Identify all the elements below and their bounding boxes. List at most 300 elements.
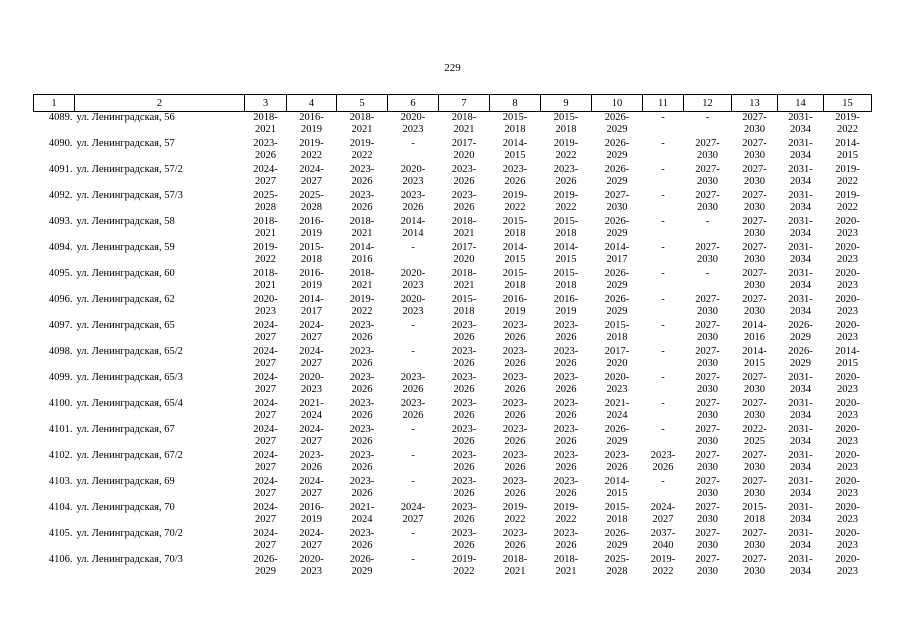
period-cell: 2016- 2019 xyxy=(553,294,579,317)
period-cell: 2019- 2022 xyxy=(835,190,860,213)
address-cell: ул. Ленинградская, 65/2 xyxy=(76,346,183,357)
period-cell: 2023- 2026 xyxy=(349,450,375,473)
period-cell: 2020- 2023 xyxy=(604,372,630,395)
period-cell: 2027- 2030 xyxy=(695,528,720,551)
address-cell: ул. Ленинградская, 67/2 xyxy=(76,450,183,461)
period-cell: 2020- 2023 xyxy=(299,554,324,577)
period-cell: 2015- 2018 xyxy=(604,502,630,525)
period-cell: 2027- 2030 xyxy=(695,476,720,499)
period-cell: 2024- 2027 xyxy=(299,164,324,187)
period-cell: 2014- 2015 xyxy=(502,138,528,161)
period-cell: 2027- 2030 xyxy=(742,554,767,577)
period-cell: 2024- 2027 xyxy=(253,502,278,525)
period-cell: 2027- 2030 xyxy=(742,242,767,265)
row-number: 4093. xyxy=(48,216,73,227)
period-cell: 2015- 2018 xyxy=(502,268,528,291)
period-cell: - xyxy=(411,476,415,487)
period-cell: - xyxy=(411,424,415,435)
period-cell: 2023- 2026 xyxy=(502,346,528,369)
period-cell: - xyxy=(661,242,665,253)
header-row xyxy=(34,95,872,112)
table-row xyxy=(34,268,872,294)
period-cell: 2031- 2034 xyxy=(788,476,813,499)
table-row xyxy=(34,398,872,424)
period-cell: 2031- 2034 xyxy=(788,216,813,239)
address-cell: ул. Ленинградская, 57 xyxy=(76,138,175,149)
period-cell: 2023- 2026 xyxy=(349,346,375,369)
period-cell: 2020- 2023 xyxy=(400,294,426,317)
period-cell: 2023- 2026 xyxy=(650,450,676,473)
period-cell: 2019- 2022 xyxy=(349,294,375,317)
period-cell: 2020- 2023 xyxy=(299,372,324,395)
period-cell: 2020- 2023 xyxy=(835,502,860,525)
table-header xyxy=(34,95,872,112)
row-number: 4091. xyxy=(48,164,73,175)
period-cell: 2023- 2026 xyxy=(451,320,477,343)
period-cell: 2026- 2029 xyxy=(604,268,630,291)
period-cell: 2023- 2026 xyxy=(349,528,375,551)
period-cell: 2023- 2026 xyxy=(349,372,375,395)
period-cell: 2015- 2018 xyxy=(742,502,767,525)
period-cell: 2020- 2023 xyxy=(835,476,860,499)
period-cell: 2023- 2026 xyxy=(349,164,375,187)
period-cell: 2027- 2030 xyxy=(742,268,767,291)
period-cell: 2024- 2027 xyxy=(253,372,278,395)
table-row xyxy=(34,320,872,346)
period-cell: 2027- 2030 xyxy=(604,190,630,213)
period-cell: 2018- 2021 xyxy=(253,216,278,239)
period-cell: 2031- 2034 xyxy=(788,268,813,291)
row-number: 4096. xyxy=(48,294,73,305)
period-cell: 2031- 2034 xyxy=(788,528,813,551)
period-cell: 2023- 2026 xyxy=(451,346,477,369)
period-cell: 2023- 2026 xyxy=(451,502,477,525)
period-cell: 2024- 2027 xyxy=(253,476,278,499)
period-cell: 2027- 2030 xyxy=(695,424,720,447)
table-row xyxy=(34,372,872,398)
period-cell: 2023- 2026 xyxy=(349,320,375,343)
period-cell: - xyxy=(411,528,415,539)
period-cell: 2019- 2022 xyxy=(502,190,528,213)
period-cell: 2020- 2023 xyxy=(835,424,860,447)
period-cell: 2019- 2022 xyxy=(502,502,528,525)
period-cell: 2018- 2021 xyxy=(451,268,477,291)
period-cell: 2020- 2023 xyxy=(835,294,860,317)
period-cell: 2031- 2034 xyxy=(788,554,813,577)
table-row xyxy=(34,424,872,450)
period-cell: 2023- 2026 xyxy=(553,320,579,343)
period-cell: 2027- 2030 xyxy=(695,320,720,343)
address-cell: ул. Ленинградская, 70 xyxy=(76,502,175,513)
period-cell: 2014- 2017 xyxy=(604,242,630,265)
period-cell: - xyxy=(661,138,665,149)
table-row xyxy=(34,190,872,216)
table-row xyxy=(34,112,872,139)
period-cell: 2027- 2030 xyxy=(695,450,720,473)
period-cell: 2023- 2026 xyxy=(400,398,426,421)
column-header-9: 9 xyxy=(541,95,592,112)
row-number: 4097. xyxy=(48,320,73,331)
address-cell: ул. Ленинградская, 65/3 xyxy=(76,372,183,383)
period-cell: 2023- 2026 xyxy=(604,450,630,473)
row-number: 4090. xyxy=(48,138,73,149)
period-cell: 2031- 2034 xyxy=(788,372,813,395)
period-cell: 2031- 2034 xyxy=(788,502,813,525)
period-cell: - xyxy=(411,242,415,253)
period-cell: 2021- 2024 xyxy=(349,502,375,525)
period-cell: - xyxy=(411,346,415,357)
row-number: 4100. xyxy=(48,398,73,409)
period-cell: 2026- 2029 xyxy=(604,138,630,161)
period-cell: 2016- 2019 xyxy=(299,216,324,239)
period-cell: 2021- 2024 xyxy=(299,398,324,421)
period-cell: 2015- 2018 xyxy=(502,112,528,135)
column-header-8: 8 xyxy=(490,95,541,112)
address-cell: ул. Ленинградская, 70/3 xyxy=(76,554,183,565)
period-cell: 2024- 2027 xyxy=(253,450,278,473)
period-cell: 2026- 2029 xyxy=(253,554,278,577)
period-cell: 2027- 2030 xyxy=(742,190,767,213)
period-cell: 2015- 2018 xyxy=(553,216,579,239)
period-cell: 2020- 2023 xyxy=(835,372,860,395)
period-cell: 2014- 2015 xyxy=(604,476,630,499)
period-cell: 2031- 2034 xyxy=(788,138,813,161)
row-number: 4094. xyxy=(48,242,73,253)
row-number: 4104. xyxy=(48,502,73,513)
period-cell: 2026- 2029 xyxy=(604,528,630,551)
table-body xyxy=(34,112,872,581)
period-cell: 2023- 2026 xyxy=(553,372,579,395)
row-number: 4106. xyxy=(48,554,73,565)
column-header-3: 3 xyxy=(245,95,287,112)
period-cell: 2019- 2022 xyxy=(835,164,860,187)
period-cell: 2014- 2015 xyxy=(835,346,860,369)
column-header-5: 5 xyxy=(337,95,388,112)
period-cell: 2014- 2017 xyxy=(299,294,324,317)
address-cell: ул. Ленинградская, 58 xyxy=(76,216,175,227)
row-number: 4098. xyxy=(48,346,73,357)
period-cell: 2019- 2022 xyxy=(253,242,278,265)
table-row xyxy=(34,554,872,580)
period-cell: 2023- 2026 xyxy=(502,372,528,395)
period-cell: 2023- 2026 xyxy=(349,398,375,421)
period-cell: 2021- 2024 xyxy=(604,398,630,421)
period-cell: 2023- 2026 xyxy=(451,450,477,473)
period-cell: 2027- 2030 xyxy=(742,372,767,395)
period-cell: 2031- 2034 xyxy=(788,164,813,187)
period-cell: 2024- 2027 xyxy=(299,528,324,551)
period-cell: 2014- 2014 xyxy=(400,216,426,239)
address-cell: ул. Ленинградская, 67 xyxy=(76,424,175,435)
period-cell: 2016- 2019 xyxy=(299,268,324,291)
column-header-4: 4 xyxy=(287,95,337,112)
period-cell: 2018- 2021 xyxy=(451,216,477,239)
period-cell: - xyxy=(705,112,710,123)
period-cell: 2027- 2030 xyxy=(695,190,720,213)
period-cell: 2023- 2026 xyxy=(400,190,426,213)
address-cell: ул. Ленинградская, 59 xyxy=(76,242,175,253)
period-cell: 2014- 2016 xyxy=(349,242,375,265)
address-cell: ул. Ленинградская, 57/3 xyxy=(76,190,183,201)
period-cell: 2023- 2026 xyxy=(299,450,324,473)
period-cell: 2020- 2023 xyxy=(835,528,860,551)
period-cell: 2020- 2023 xyxy=(400,164,426,187)
table-row xyxy=(34,450,872,476)
page-number: 229 xyxy=(444,62,461,74)
period-cell: 2027- 2030 xyxy=(695,554,720,577)
period-cell: 2024- 2027 xyxy=(253,424,278,447)
period-cell: 2024- 2027 xyxy=(650,502,676,525)
period-cell: 2026- 2029 xyxy=(604,112,630,135)
period-cell: 2031- 2034 xyxy=(788,242,813,265)
address-cell: ул. Ленинградская, 60 xyxy=(76,268,175,279)
period-cell: - xyxy=(411,138,415,149)
period-cell: 2023- 2026 xyxy=(553,450,579,473)
period-cell: 2025- 2028 xyxy=(253,190,278,213)
column-header-6: 6 xyxy=(388,95,439,112)
period-cell: 2020- 2023 xyxy=(835,398,860,421)
period-cell: 2024- 2027 xyxy=(299,346,324,369)
period-cell: 2023- 2026 xyxy=(502,476,528,499)
column-header-12: 12 xyxy=(684,95,732,112)
period-cell: 2027- 2030 xyxy=(695,398,720,421)
address-cell: ул. Ленинградская, 56 xyxy=(76,112,175,123)
period-cell: 2031- 2034 xyxy=(788,398,813,421)
period-cell: 2023- 2026 xyxy=(502,320,528,343)
period-cell: 2031- 2034 xyxy=(788,424,813,447)
period-cell: 2023- 2026 xyxy=(451,372,477,395)
row-number: 4099. xyxy=(48,372,73,383)
period-cell: 2023- 2026 xyxy=(553,164,579,187)
period-cell: 2024- 2027 xyxy=(400,502,426,525)
period-cell: 2031- 2034 xyxy=(788,294,813,317)
period-cell: 2020- 2023 xyxy=(835,268,860,291)
period-cell: 2024- 2027 xyxy=(253,528,278,551)
period-cell: 2026- 2029 xyxy=(604,294,630,317)
period-cell: 2016- 2019 xyxy=(299,502,324,525)
column-header-1: 1 xyxy=(34,95,75,112)
period-cell: 2017- 2020 xyxy=(451,242,477,265)
period-cell: 2024- 2027 xyxy=(253,398,278,421)
period-cell: 2015- 2018 xyxy=(299,242,324,265)
period-cell: 2016- 2019 xyxy=(299,112,324,135)
period-cell: 2014- 2015 xyxy=(553,242,579,265)
period-cell: 2025- 2028 xyxy=(604,554,630,577)
period-cell: 2015- 2018 xyxy=(604,320,630,343)
period-cell: 2024- 2027 xyxy=(299,320,324,343)
period-cell: 2023- 2026 xyxy=(451,424,477,447)
period-cell: 2015- 2018 xyxy=(553,112,579,135)
period-cell: 2026- 2029 xyxy=(604,216,630,239)
row-number: 4101. xyxy=(48,424,73,435)
period-cell: 2018- 2021 xyxy=(349,216,375,239)
address-cell: ул. Ленинградская, 65 xyxy=(76,320,175,331)
period-cell: - xyxy=(661,372,665,383)
period-cell: 2027- 2030 xyxy=(695,294,720,317)
column-header-7: 7 xyxy=(439,95,490,112)
period-cell: 2037- 2040 xyxy=(650,528,676,551)
period-cell: 2019- 2022 xyxy=(553,502,579,525)
period-cell: - xyxy=(661,268,665,279)
row-number: 4089. xyxy=(48,112,73,123)
period-cell: 2019- 2022 xyxy=(451,554,477,577)
period-cell: - xyxy=(661,346,665,357)
period-cell: 2023- 2026 xyxy=(451,476,477,499)
period-cell: 2024- 2027 xyxy=(253,320,278,343)
period-cell: 2031- 2034 xyxy=(788,112,813,135)
period-cell: 2014- 2015 xyxy=(502,242,528,265)
period-cell: - xyxy=(411,450,415,461)
period-cell: 2018- 2021 xyxy=(349,268,375,291)
period-cell: - xyxy=(661,320,665,331)
period-cell: 2027- 2030 xyxy=(695,372,720,395)
period-cell: 2020- 2023 xyxy=(253,294,278,317)
period-cell: 2027- 2030 xyxy=(742,164,767,187)
period-cell: - xyxy=(661,294,665,305)
period-cell: 2027- 2030 xyxy=(742,398,767,421)
period-cell: 2023- 2026 xyxy=(349,476,375,499)
row-number: 4105. xyxy=(48,528,73,539)
column-header-10: 10 xyxy=(592,95,643,112)
table-row xyxy=(34,476,872,502)
table-row xyxy=(34,346,872,372)
period-cell: 2023- 2026 xyxy=(502,528,528,551)
period-cell: 2020- 2023 xyxy=(835,242,860,265)
period-cell: 2023- 2026 xyxy=(502,424,528,447)
period-cell: 2020- 2023 xyxy=(835,320,860,343)
period-cell: 2027- 2030 xyxy=(742,138,767,161)
period-cell: 2018- 2021 xyxy=(253,268,278,291)
period-cell: - xyxy=(411,554,415,565)
period-cell: 2026- 2029 xyxy=(788,320,813,343)
period-cell: 2024- 2027 xyxy=(299,424,324,447)
period-cell: 2019- 2022 xyxy=(835,112,860,135)
period-cell: 2023- 2026 xyxy=(553,398,579,421)
period-cell: 2019- 2022 xyxy=(349,138,375,161)
period-cell: 2027- 2030 xyxy=(742,294,767,317)
period-cell: 2023- 2026 xyxy=(349,424,375,447)
period-cell: 2026- 2029 xyxy=(788,346,813,369)
period-cell: 2018- 2021 xyxy=(451,112,477,135)
period-cell: 2031- 2034 xyxy=(788,450,813,473)
table-row xyxy=(34,294,872,320)
period-cell: 2025- 2028 xyxy=(299,190,324,213)
period-cell: 2015- 2018 xyxy=(553,268,579,291)
schedule-table xyxy=(33,94,872,580)
period-cell: - xyxy=(705,268,710,279)
address-cell: ул. Ленинградская, 69 xyxy=(76,476,175,487)
row-number: 4092. xyxy=(48,190,73,201)
period-cell: 2023- 2026 xyxy=(553,424,579,447)
period-cell: 2027- 2030 xyxy=(742,450,767,473)
period-cell: - xyxy=(661,424,665,435)
period-cell: 2026- 2029 xyxy=(604,164,630,187)
table-row xyxy=(34,502,872,528)
period-cell: - xyxy=(661,398,665,409)
period-cell: 2019- 2022 xyxy=(553,190,579,213)
period-cell: 2027- 2030 xyxy=(742,112,767,135)
period-cell: 2018- 2021 xyxy=(253,112,278,135)
period-cell: 2019- 2022 xyxy=(553,138,579,161)
period-cell: 2023- 2026 xyxy=(553,346,579,369)
period-cell: 2023- 2026 xyxy=(400,372,426,395)
period-cell: 2031- 2034 xyxy=(788,190,813,213)
column-header-15: 15 xyxy=(824,95,872,112)
column-header-13: 13 xyxy=(732,95,778,112)
period-cell: 2023- 2026 xyxy=(502,398,528,421)
column-header-11: 11 xyxy=(643,95,684,112)
period-cell: 2024- 2027 xyxy=(253,164,278,187)
period-cell: 2014- 2016 xyxy=(742,320,767,343)
address-cell: ул. Ленинградская, 70/2 xyxy=(76,528,183,539)
period-cell: 2027- 2030 xyxy=(742,476,767,499)
row-number: 4102. xyxy=(48,450,73,461)
period-cell: 2014- 2015 xyxy=(742,346,767,369)
address-cell: ул. Ленинградская, 57/2 xyxy=(76,164,183,175)
period-cell: 2026- 2029 xyxy=(604,424,630,447)
table-row xyxy=(34,216,872,242)
period-cell: 2023- 2026 xyxy=(553,528,579,551)
table-row xyxy=(34,242,872,268)
period-cell: - xyxy=(661,164,665,175)
address-cell: ул. Ленинградская, 65/4 xyxy=(76,398,183,409)
period-cell: 2027- 2030 xyxy=(695,346,720,369)
period-cell: 2018- 2021 xyxy=(553,554,579,577)
period-cell: 2023- 2026 xyxy=(451,164,477,187)
address-cell: ул. Ленинградская, 62 xyxy=(76,294,175,305)
period-cell: 2015- 2018 xyxy=(451,294,477,317)
column-header-2: 2 xyxy=(75,95,245,112)
period-cell: - xyxy=(411,320,415,331)
period-cell: 2022- 2025 xyxy=(742,424,767,447)
period-cell: 2020- 2023 xyxy=(400,268,426,291)
period-cell: 2023- 2026 xyxy=(253,138,278,161)
period-cell: - xyxy=(705,216,710,227)
period-cell: 2020- 2023 xyxy=(835,554,860,577)
period-cell: 2027- 2030 xyxy=(695,242,720,265)
period-cell: 2023- 2026 xyxy=(451,398,477,421)
period-cell: 2020- 2023 xyxy=(835,450,860,473)
period-cell: 2023- 2026 xyxy=(502,450,528,473)
row-number: 4103. xyxy=(48,476,73,487)
period-cell: 2023- 2026 xyxy=(502,164,528,187)
period-cell: 2027- 2030 xyxy=(742,216,767,239)
period-cell: - xyxy=(661,476,665,487)
period-cell: 2027- 2030 xyxy=(695,502,720,525)
period-cell: 2020- 2023 xyxy=(835,216,860,239)
period-cell: 2018- 2021 xyxy=(502,554,528,577)
period-cell: 2017- 2020 xyxy=(451,138,477,161)
column-header-14: 14 xyxy=(778,95,824,112)
period-cell: 2023- 2026 xyxy=(451,528,477,551)
period-cell: - xyxy=(661,216,665,227)
period-cell: 2018- 2021 xyxy=(349,112,375,135)
period-cell: 2015- 2018 xyxy=(502,216,528,239)
period-cell: - xyxy=(661,190,665,201)
period-cell: 2019- 2022 xyxy=(299,138,324,161)
period-cell: 2017- 2020 xyxy=(604,346,630,369)
period-cell: 2014- 2015 xyxy=(835,138,860,161)
period-cell: 2026- 2029 xyxy=(349,554,375,577)
period-cell: 2019- 2022 xyxy=(650,554,676,577)
period-cell: 2027- 2030 xyxy=(742,528,767,551)
period-cell: - xyxy=(661,112,665,123)
period-cell: 2024- 2027 xyxy=(253,346,278,369)
row-number: 4095. xyxy=(48,268,73,279)
period-cell: 2023- 2026 xyxy=(553,476,579,499)
period-cell: 2016- 2019 xyxy=(502,294,528,317)
table-row xyxy=(34,164,872,190)
